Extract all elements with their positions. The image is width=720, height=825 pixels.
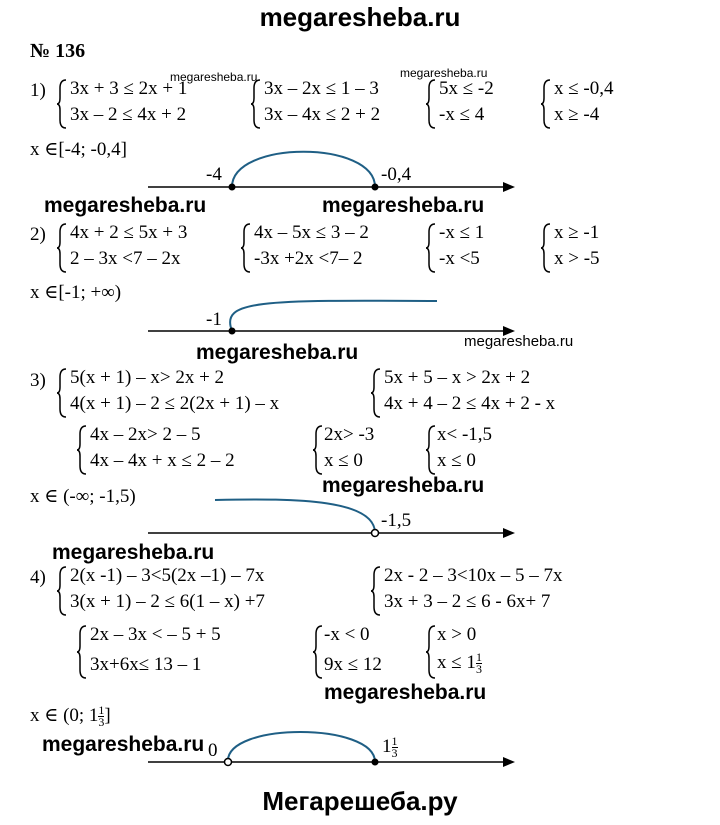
- site-watermark-inline: megaresheba.ru: [170, 70, 258, 84]
- inequality: 4x – 5x ≤ 3 – 2: [254, 222, 369, 243]
- inequality: -3x +2x <7– 2: [254, 248, 363, 269]
- inequality: x ≤ -0,4: [554, 78, 614, 99]
- axis-label: 0: [208, 740, 218, 761]
- axis-label: -1,5: [381, 510, 412, 531]
- site-watermark-inline: megaresheba.ru: [322, 194, 485, 217]
- inequality: x ≥ -1: [554, 222, 600, 243]
- arrow-head: [503, 757, 515, 767]
- fraction: $\frac{1}{3}$: [98, 703, 105, 730]
- site-watermark-inline: megaresheba.ru: [324, 681, 487, 704]
- site-watermark-inline: megaresheba.ru: [400, 66, 488, 80]
- site-watermark-inline: megaresheba.ru: [44, 194, 207, 217]
- inequality: x ≤ 1 $\frac{1}{3}$: [437, 650, 482, 677]
- site-watermark-top: megaresheba.ru: [259, 2, 461, 32]
- inequality: 4(x + 1) – 2 ≤ 2(2x + 1) – x: [70, 393, 280, 414]
- part-3-answer: x ∈ (-∞; -1,5): [30, 486, 136, 507]
- inequality: 2x – 3x < – 5 + 5: [90, 624, 221, 645]
- axis-label: -1: [206, 309, 222, 330]
- site-watermark-inline: megaresheba.ru: [464, 333, 574, 350]
- inequality: -x ≤ 1: [439, 222, 485, 243]
- inequality: x ≤ 0: [324, 450, 363, 471]
- inequality: -x < 0: [324, 624, 370, 645]
- site-watermark-inline: megaresheba.ru: [196, 341, 359, 364]
- inequality: 5(x + 1) – x> 2x + 2: [70, 367, 225, 388]
- site-watermark-bottom: Мегарешеба.ру: [262, 786, 458, 816]
- inequality: 4x – 4x + x ≤ 2 – 2: [90, 450, 235, 471]
- fraction: $\frac{1}{3}$: [475, 650, 482, 677]
- open-point: [225, 759, 232, 766]
- axis-label: 1 $\frac{1}{3}$: [382, 734, 398, 761]
- solution-arc: [228, 732, 375, 762]
- part-2-answer: x ∈[-1; +∞): [30, 282, 122, 303]
- axis-label: -0,4: [381, 164, 412, 185]
- inequality: 4x – 2x> 2 – 5: [90, 424, 201, 445]
- inequality: 4x + 4 – 2 ≤ 4x + 2 - x: [384, 393, 556, 414]
- inequality: 3x – 2 ≤ 4x + 2: [70, 104, 187, 125]
- fraction: $\frac{1}{3}$: [391, 734, 398, 761]
- inequality: 3x + 3 – 2 ≤ 6 - 6x+ 7: [384, 591, 551, 612]
- inequality: x< -1,5: [437, 424, 493, 445]
- inequality: 4x + 2 ≤ 5x + 3: [70, 222, 188, 243]
- inequality: -x ≤ 4: [439, 104, 485, 125]
- inequality: -x <5: [439, 248, 480, 269]
- inequality: 3x – 2x ≤ 1 – 3: [264, 78, 379, 99]
- closed-point: [372, 759, 379, 766]
- site-watermark-inline: megaresheba.ru: [42, 733, 205, 756]
- inequality: 2 – 3x <7 – 2x: [70, 248, 181, 269]
- part-3-label: 3): [30, 370, 46, 391]
- inequality: 2(x -1) – 3<5(2x –1) – 7x: [70, 565, 265, 586]
- part-4-label: 4): [30, 567, 46, 588]
- inequality: 3x – 4x ≤ 2 + 2: [264, 104, 381, 125]
- inequality: 2x - 2 – 3<10x – 5 – 7x: [384, 565, 563, 586]
- site-watermark-inline: megaresheba.ru: [322, 474, 485, 497]
- inequality: 9x ≤ 12: [324, 654, 382, 675]
- part-2-label: 2): [30, 224, 46, 245]
- site-watermark-inline: megaresheba.ru: [52, 541, 215, 564]
- inequality: 3x + 3 ≤ 2x + 1: [70, 78, 188, 99]
- part-1-label: 1): [30, 80, 46, 101]
- problem-title: № 136: [30, 40, 86, 62]
- inequality: 5x + 5 – x > 2x + 2: [384, 367, 531, 388]
- axis-label: -4: [206, 164, 222, 185]
- part-1-answer: x ∈[-4; -0,4]: [30, 139, 127, 160]
- inequality: 2x> -3: [324, 424, 375, 445]
- inequality: x ≤ 0: [437, 450, 476, 471]
- inequality: x > -5: [554, 248, 600, 269]
- inequality: 5x ≤ -2: [439, 78, 494, 99]
- inequality: x > 0: [437, 624, 477, 645]
- inequality: x ≥ -4: [554, 104, 600, 125]
- inequality: 3(x + 1) – 2 ≤ 6(1 – x) +7: [70, 591, 265, 612]
- part-4-answer: x ∈ (0; 1 $\frac{1}{3}$ ]: [30, 703, 111, 730]
- inequality: 3x+6x≤ 13 – 1: [90, 654, 202, 675]
